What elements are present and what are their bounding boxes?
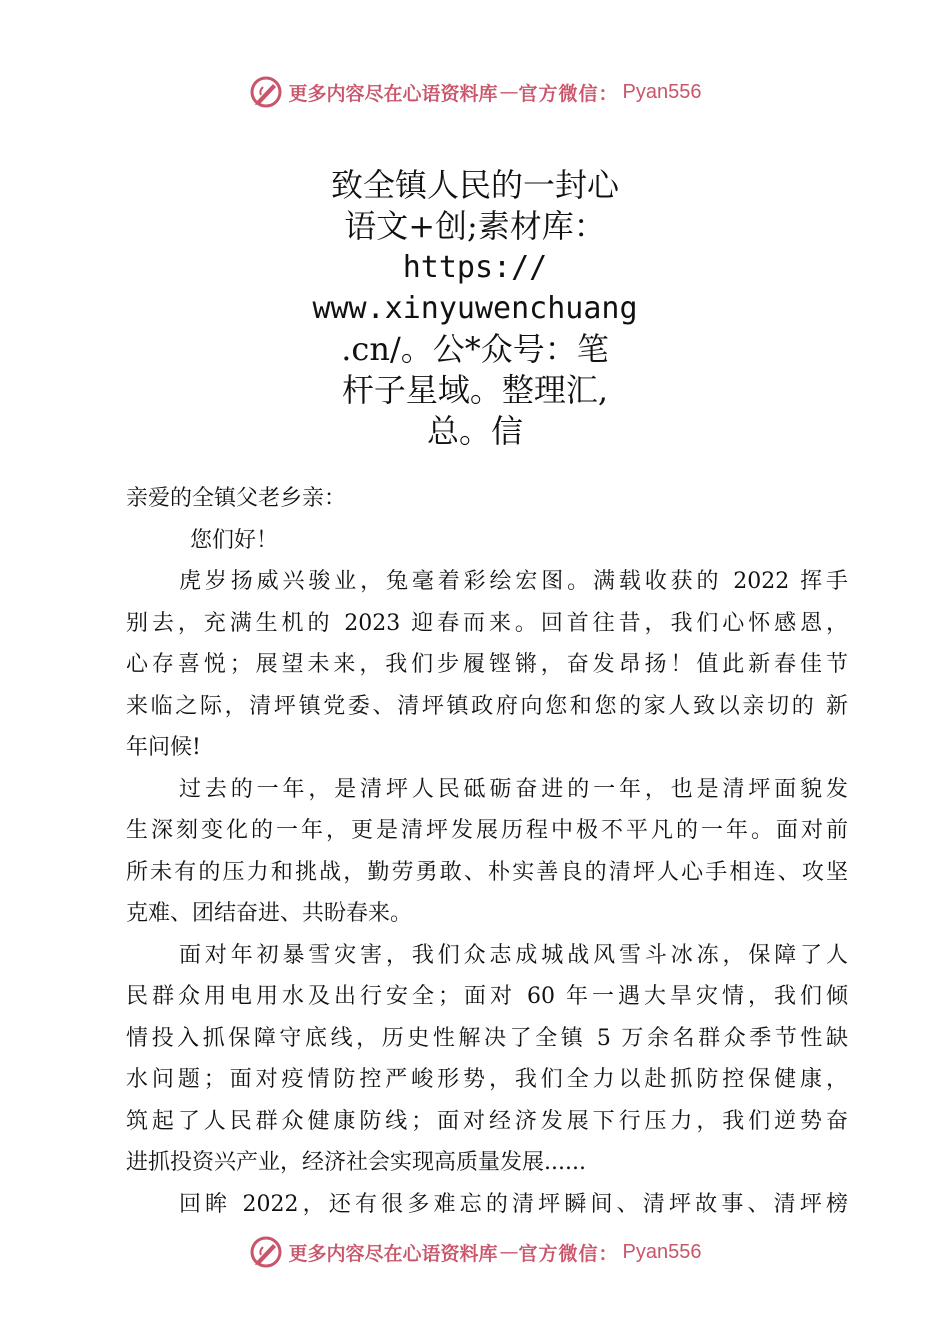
header-banner <box>0 70 950 114</box>
banner-main-text: 更多内容尽在心语资料库 <box>288 1242 498 1265</box>
paragraph-line: 民群众用电用水及出行安全；面对 60 年一遇大旱灾情，我们倾 <box>126 984 848 1009</box>
banner-main-text: 更多内容尽在心语资料库 <box>288 82 498 105</box>
banner-wechat-id: Pyan556 <box>622 80 702 103</box>
banner-wechat-label: 官方微信： <box>518 82 619 105</box>
paragraph-line: 面对年初暴雪灾害，我们众志成城战风雪斗冰冻，保障了人 <box>179 942 848 968</box>
title-line: 语文+创;素材库： <box>344 207 606 245</box>
paragraph-line: 别去，充满生机的 2023 迎春而来。回首往昔，我们心怀感恩， <box>126 610 848 636</box>
paragraph-line: 过去的一年，是清坪人民砥砺奋进的一年，也是清坪面貌发 <box>179 776 848 802</box>
greeting: 您们好！ <box>190 527 279 553</box>
pen-logo-icon <box>249 1235 283 1269</box>
title-line: 总。信 <box>426 412 523 450</box>
paragraph-line: 虎岁扬威兴骏业，兔毫着彩绘宏图。满载收获的 2022 挥手 <box>179 569 848 594</box>
banner-wechat-id: Pyan556 <box>622 1240 702 1263</box>
paragraph-line: 所未有的压力和挑战，勤劳勇敢、朴实善良的清坪人心手相连、攻坚 <box>126 859 848 885</box>
title-line: 致全镇人民的一封心 <box>330 166 619 204</box>
paragraph-line: 年问候! <box>126 735 201 760</box>
document-title <box>250 165 700 452</box>
paragraph-line: 情投入抓保障守底线，历史性解决了全镇 5 万余名群众季节性缺 <box>126 1025 848 1051</box>
paragraph-line: 进抓投资兴产业，经济社会实现高质量发展...... <box>126 1150 586 1175</box>
footer-banner <box>0 1230 950 1274</box>
document-body <box>126 478 848 1225</box>
paragraph-line: 来临之际，清坪镇党委、清坪镇政府向您和您的家人致以亲切的 新 <box>126 693 848 719</box>
banner-separator: — <box>499 81 519 103</box>
salutation: 亲爱的全镇父老乡亲： <box>126 486 347 511</box>
paragraph-line: 水问题；面对疫情防控严峻形势，我们全力以赴抓防控保健康， <box>126 1067 848 1092</box>
pen-logo-icon <box>249 75 283 109</box>
paragraph-line: 克难、团结奋进、共盼春来。 <box>126 901 413 926</box>
paragraph-line: 筑起了人民群众健康防线；面对经济发展下行压力，我们逆势奋 <box>126 1108 848 1134</box>
paragraph-line: 生深刻变化的一年，更是清坪发展历程中极不平凡的一年。面对前 <box>126 818 848 843</box>
banner-wechat-label: 官方微信： <box>518 1242 619 1265</box>
title-line: www.xinyuwenchuang <box>312 291 638 326</box>
paragraph-line: 回眸 2022，还有很多难忘的清坪瞬间、清坪故事、清坪榜 <box>179 1191 848 1217</box>
title-line: .cn/。公*众号：笔 <box>341 330 609 368</box>
paragraph-line: 心存喜悦；展望未来，我们步履铿锵，奋发昂扬！值此新春佳节 <box>126 652 848 677</box>
title-line: 杆子星域。整理汇, <box>341 371 609 409</box>
banner-separator: — <box>499 1241 519 1263</box>
title-line: https:// <box>402 250 548 285</box>
